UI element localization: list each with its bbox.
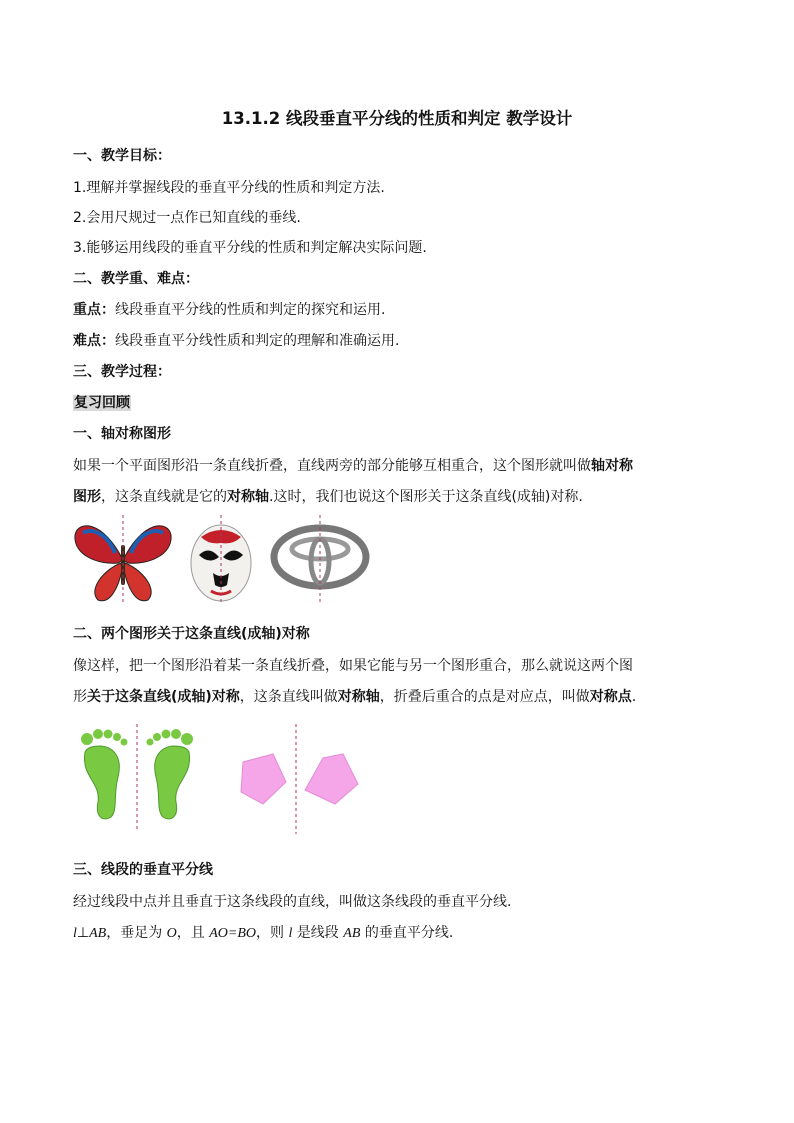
paragraph-two-figures-1: 像这样，把一个图形沿着某一条直线折叠，如果它能与另一个图形重合，那么就说这两个图 [73,658,633,674]
text-and: ，且 [176,925,210,941]
symmetric-figures-row [73,515,373,605]
symbol-l-2: l [288,926,293,941]
term-axial-symmetry: 关于这条直线(成轴)对称 [87,689,240,705]
term-figure: 图形 [73,489,101,505]
term-symmetry-axis: 对称轴 [227,489,269,505]
paragraph-bisector-definition: 经过线段中点并且垂直于这条线段的直线，叫做这条线段的垂直平分线. [73,894,512,910]
p2-text-c: ，这条直线叫做 [239,689,338,705]
review-label [73,392,131,412]
subheading-axis-symmetric: 一、轴对称图形 [73,426,171,442]
symbol-o: O [166,926,177,941]
goal-item-1: 1.理解并掌握线段的垂直平分线的性质和判定方法. [73,180,385,196]
right-pentagon-image [305,754,358,804]
goal-item-3: 3.能够运用线段的垂直平分线的性质和判定解决实际问题. [73,240,427,256]
mirrored-figures-row [73,722,373,837]
p2-text-a: 形 [73,689,87,705]
section-heading-goals: 一、教学目标： [73,148,171,164]
difficult-point-text: 线段垂直平分线性质和判定的理解和准确运用. [115,333,400,349]
paragraph-axis-2-text: ，这条直线就是它的 [101,489,227,505]
subheading-two-figures: 二、两个图形关于这条直线(成轴)对称 [73,626,310,642]
butterfly-image [75,515,171,605]
p2-text-g: . [631,689,637,705]
symbol-l: l [73,926,77,941]
difficult-point-line [73,330,399,350]
opera-mask-image [191,515,251,605]
p2-text-e: ，折叠后重合的点是对应点，叫做 [379,689,590,705]
term-symmetric-point: 对称点 [589,689,632,705]
car-logo-image [274,515,366,605]
paragraph-bisector-statement [73,922,453,942]
paragraph-axis-1-text: 如果一个平面图形沿一条直线折叠，直线两旁的部分能够互相重合，这个图形就叫做 [73,458,591,474]
paragraph-axis-2 [73,486,583,506]
subheading-perpendicular-bisector: 三、线段的垂直平分线 [73,862,213,878]
text-is-segment: 是线段 [292,925,344,941]
symbol-equation: AO=BO [209,926,257,941]
key-point-label: 重点： [73,302,115,318]
right-footprint-image [147,729,194,819]
section-heading-keypoints: 二、教学重、难点： [73,271,199,287]
symbol-ab-2: AB [343,926,361,941]
key-point-line [73,299,385,319]
section-heading-process: 三、教学过程： [73,364,171,380]
term-symmetry-axis-2: 对称轴 [337,689,380,705]
text-bisector-end: 的垂直平分线. [360,925,454,941]
key-point-text: 线段垂直平分线的性质和判定的探究和运用. [115,302,386,318]
paragraph-two-figures-2 [73,686,636,706]
text-foot: ，垂足为 [106,925,167,941]
text-then: ，则 [256,925,289,941]
paragraph-axis-2-rest: .这时，我们也说这个图形关于这条直线(成轴)对称. [269,489,583,505]
term-axis-symmetric: 轴对称 [591,458,633,474]
difficult-point-label: 难点： [73,333,115,349]
left-footprint-image [81,729,128,819]
paragraph-axis-1 [73,455,633,475]
page-title: 13.1.2 线段垂直平分线的性质和判定 教学设计 [221,109,573,128]
symbol-perp: ⊥ [76,925,90,941]
goal-item-2: 2.会用尺规过一点作已知直线的垂线. [73,210,301,226]
symbol-ab: AB [89,926,107,941]
review-label-text: 复习回顾 [74,395,130,411]
left-pentagon-image [241,754,286,804]
